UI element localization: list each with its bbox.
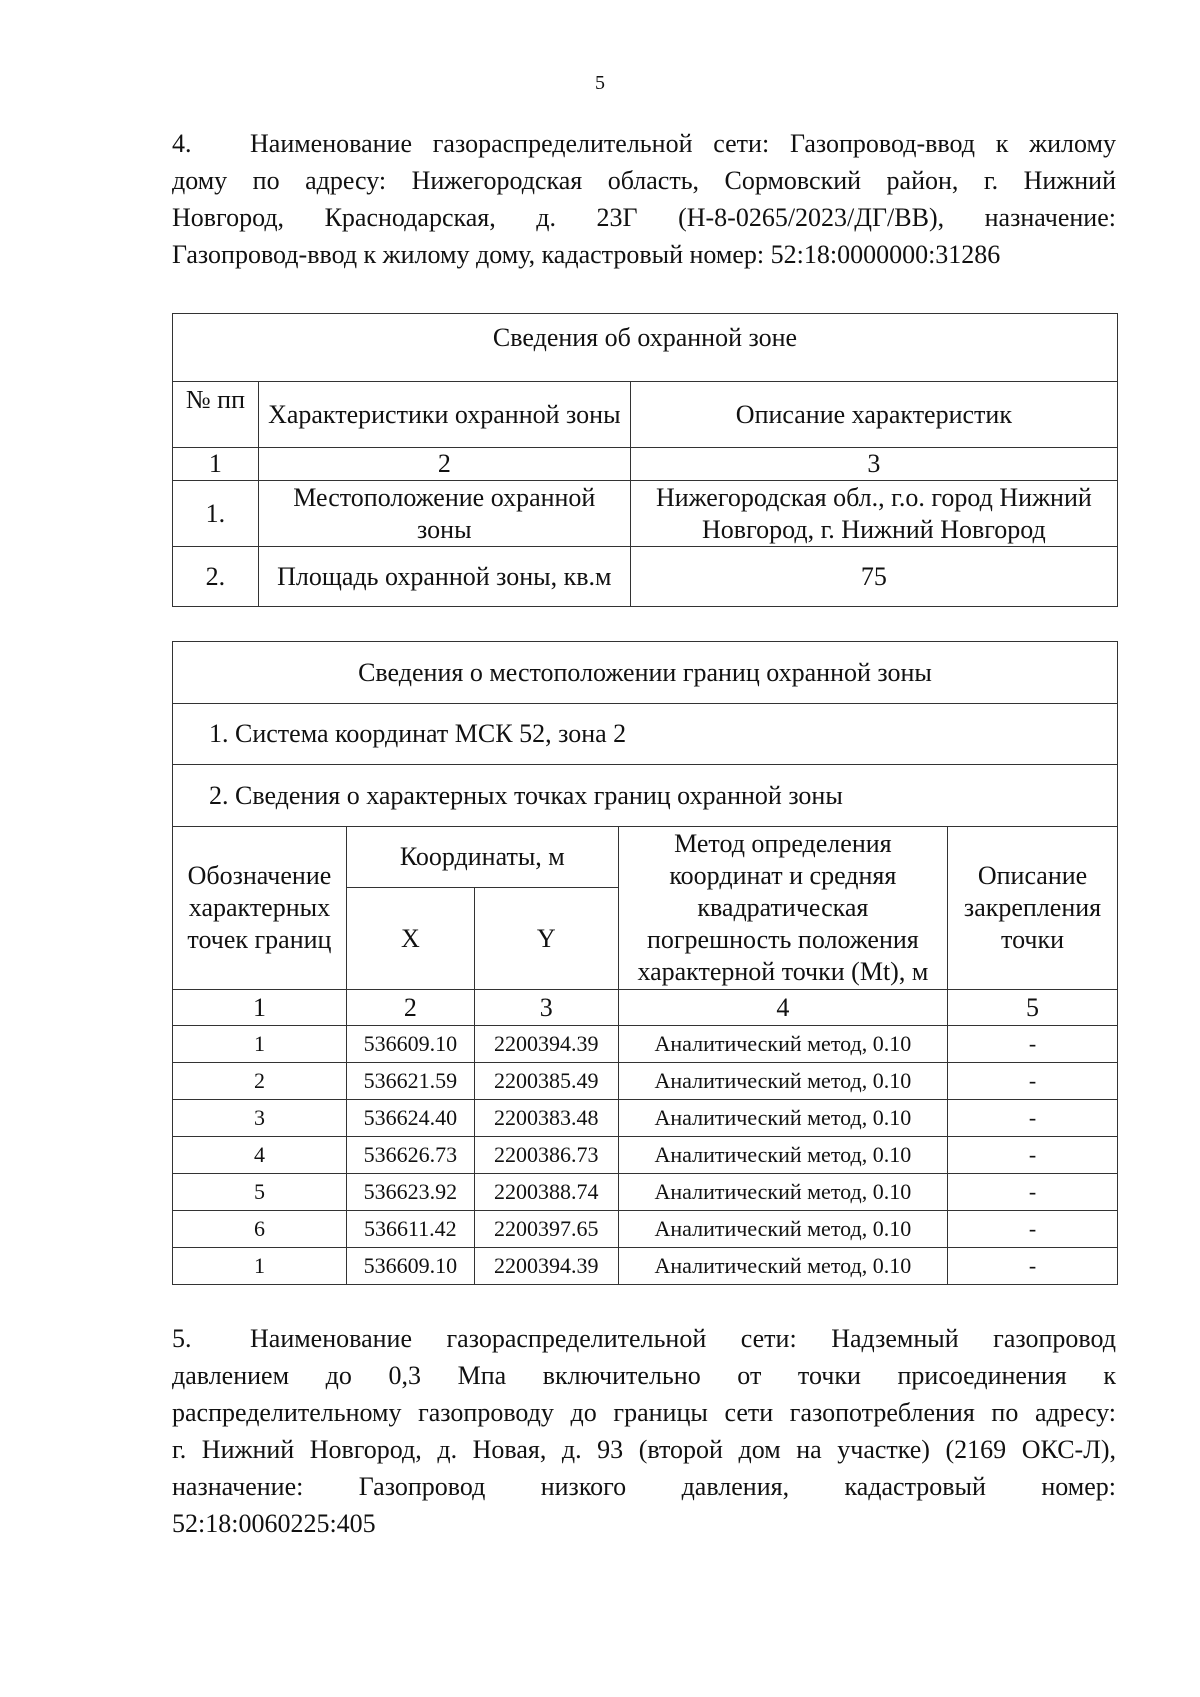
point-method: Аналитический метод, 0.10 xyxy=(618,1137,947,1174)
section-4-line: Новгород, Краснодарская, д. 23Г (Н-8-0265/2023/ДГ/ВВ), назначение: xyxy=(172,203,1116,232)
table-row xyxy=(173,547,1118,607)
point-method: Аналитический метод, 0.10 xyxy=(618,1248,947,1285)
table-row xyxy=(173,481,1118,547)
point-method: Аналитический метод, 0.10 xyxy=(618,1063,947,1100)
characteristic-value: 75 xyxy=(630,547,1117,607)
header-x: X xyxy=(346,888,474,990)
point-x: 536624.40 xyxy=(346,1100,474,1137)
header-designation: Обозначение характерных точек границ xyxy=(173,827,347,990)
section-5-line: 52:18:0060225:405 xyxy=(172,1509,376,1538)
point-x: 536626.73 xyxy=(346,1137,474,1174)
point-y: 2200397.65 xyxy=(474,1211,618,1248)
table-header: № пп xyxy=(173,382,259,448)
point-id: 2 xyxy=(173,1063,347,1100)
section-4-line: Газопровод-ввод к жилому дому, кадастровый номер: 52:18:0000000:31286 xyxy=(172,240,1001,269)
header-coordinates: Координаты, м xyxy=(346,827,618,888)
coordinate-system: 1. Система координат МСК 52, зона 2 xyxy=(173,704,1118,765)
column-number: 3 xyxy=(474,990,618,1026)
row-number: 1. xyxy=(173,481,259,547)
section-5-text xyxy=(172,1320,1116,1542)
table-row xyxy=(173,1026,1118,1063)
boundary-points-table xyxy=(172,641,1118,1285)
table-row xyxy=(173,1211,1118,1248)
characteristic-name: Местоположение охранной зоны xyxy=(258,481,630,547)
section-5-line: г. Нижний Новгород, д. Новая, д. 93 (второй дом на участке) (2169 ОКС-Л), xyxy=(172,1435,1116,1464)
column-number: 5 xyxy=(948,990,1118,1026)
point-y: 2200394.39 xyxy=(474,1248,618,1285)
point-y: 2200386.73 xyxy=(474,1137,618,1174)
table-row xyxy=(173,1063,1118,1100)
point-x: 536609.10 xyxy=(346,1248,474,1285)
column-number: 3 xyxy=(630,448,1117,481)
section-5-line: 5. Наименование газораспределительной сети: Надземный газопровод xyxy=(172,1320,1116,1357)
column-number: 2 xyxy=(346,990,474,1026)
point-fixing: - xyxy=(948,1026,1118,1063)
characteristic-name: Площадь охранной зоны, кв.м xyxy=(258,547,630,607)
point-y: 2200394.39 xyxy=(474,1026,618,1063)
section-number: 5. xyxy=(172,1324,192,1353)
point-id: 5 xyxy=(173,1174,347,1211)
point-method: Аналитический метод, 0.10 xyxy=(618,1174,947,1211)
page-number: 5 xyxy=(595,72,605,94)
table-title: Сведения о местоположении границ охранной зоны xyxy=(173,642,1118,704)
section-4-line: дому по адресу: Нижегородская область, Сормовский район, г. Нижний xyxy=(172,166,1116,195)
point-fixing: - xyxy=(948,1063,1118,1100)
point-x: 536623.92 xyxy=(346,1174,474,1211)
point-fixing: - xyxy=(948,1174,1118,1211)
point-id: 1 xyxy=(173,1026,347,1063)
point-id: 6 xyxy=(173,1211,347,1248)
table-row xyxy=(173,1248,1118,1285)
point-fixing: - xyxy=(948,1248,1118,1285)
header-fixing: Описание закрепления точки xyxy=(948,827,1118,990)
section-4-text xyxy=(172,125,1116,273)
table-row xyxy=(173,1100,1118,1137)
point-x: 536621.59 xyxy=(346,1063,474,1100)
row-number: 2. xyxy=(173,547,259,607)
section-5-line: распределительному газопроводу до границы сети газопотребления по адресу: xyxy=(172,1398,1116,1427)
section-4-line: 4. Наименование газораспределительной сети: Газопровод-ввод к жилому xyxy=(172,125,1116,162)
point-id: 4 xyxy=(173,1137,347,1174)
table-row xyxy=(173,1174,1118,1211)
column-number: 2 xyxy=(258,448,630,481)
point-y: 2200388.74 xyxy=(474,1174,618,1211)
point-id: 3 xyxy=(173,1100,347,1137)
point-method: Аналитический метод, 0.10 xyxy=(618,1100,947,1137)
table-header: Характеристики охранной зоны xyxy=(258,382,630,448)
point-y: 2200383.48 xyxy=(474,1100,618,1137)
column-number: 1 xyxy=(173,448,259,481)
point-fixing: - xyxy=(948,1100,1118,1137)
header-y: Y xyxy=(474,888,618,990)
characteristic-value: Нижегородская обл., г.о. город Нижний Новгород, г. Нижний Новгород xyxy=(630,481,1117,547)
column-number: 4 xyxy=(618,990,947,1026)
point-x: 536609.10 xyxy=(346,1026,474,1063)
point-y: 2200385.49 xyxy=(474,1063,618,1100)
protection-zone-table xyxy=(172,313,1118,607)
point-method: Аналитический метод, 0.10 xyxy=(618,1026,947,1063)
section-5-line: назначение: Газопровод низкого давления, кадастровый номер: xyxy=(172,1472,1116,1501)
point-fixing: - xyxy=(948,1211,1118,1248)
table-header: Описание характеристик xyxy=(630,382,1117,448)
section-5-line: давлением до 0,3 Мпа включительно от точки присоединения к xyxy=(172,1361,1116,1390)
point-x: 536611.42 xyxy=(346,1211,474,1248)
section-number: 4. xyxy=(172,129,192,158)
point-method: Аналитический метод, 0.10 xyxy=(618,1211,947,1248)
points-subtitle: 2. Сведения о характерных точках границ охранной зоны xyxy=(173,765,1118,827)
table-row xyxy=(173,1137,1118,1174)
table-title: Сведения об охранной зоне xyxy=(173,314,1118,382)
column-number: 1 xyxy=(173,990,347,1026)
point-fixing: - xyxy=(948,1137,1118,1174)
point-id: 1 xyxy=(173,1248,347,1285)
header-method: Метод определения координат и средняя квадратическая погрешность положения характерной точки (Mt), м xyxy=(618,827,947,990)
